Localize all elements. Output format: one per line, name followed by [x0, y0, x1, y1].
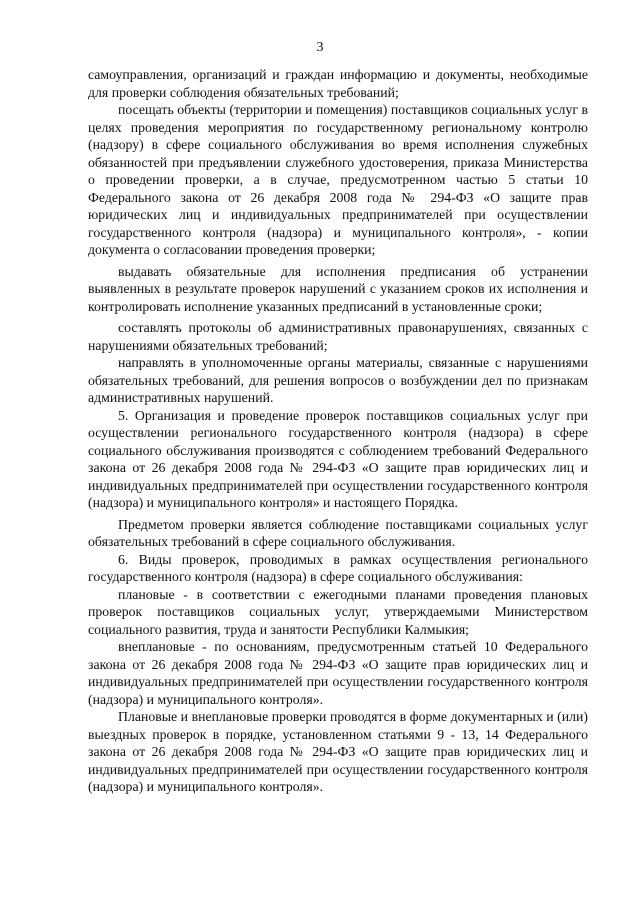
paragraph-section-5: 5. Организация и проведение проверок поставщиков социальных услуг при осуществлении регионального государственного контроля (надзора) в сфере социального обслуживания производятся с соблюдением требований Федерального закона от 26 декабря 2008 года № 294-ФЗ «О защите прав юридических лиц и индивидуальных предпринимателей при осуществлении государственного контроля (надзора) и муниципального контроля» и настоящего Порядка. [88, 407, 588, 510]
paragraph-visit-objects: посещать объекты (территории и помещения) поставщиков социальных услуг в целях проведения мероприятия по государственному региональному контролю (надзору) в сфере социального обслуживания во время исполнения служебных обязанностей при предъявлении служебного удостоверения, приказа Министерства о проведении проверки, а в случае, предусмотренном частью 5 статьи 10 Федерального закона от 26 декабря 2008 года № 294-ФЗ «О защите прав юридических лиц и индивидуальных предпринимателей при осуществлении государственного контроля (надзора) и муниципального контроля», - копии документа о согласовании проведения проверки; [88, 102, 588, 257]
paragraph-inspection-forms: Плановые и внеплановые проверки проводятся в форме документарных и (или) выездных проверок в порядке, установленном статьями 9 - 13, 14 Федерального закона от 26 декабря 2008 года № 294-ФЗ «О защите прав юридических лиц и индивидуальных предпринимателей при осуществлении государственного контроля (надзора) и муниципального контроля». [88, 709, 588, 794]
page-number: 3 [316, 40, 324, 55]
paragraph-unplanned-inspections: внеплановые - по основаниям, предусмотренным статьей 10 Федерального закона от 26 декабря 2008 года № 294-ФЗ «О защите прав юридических лиц и индивидуальных предпринимателей при осуществлении государственного контроля (надзора) и муниципального контроля». [88, 639, 588, 707]
paragraph-subject-of-inspection: Предметом проверки является соблюдение поставщиками социальных услуг обязательных требований в сфере социального обслуживания. [88, 516, 588, 549]
document-body [88, 66, 588, 796]
paragraph-planned-inspections: плановые - в соответствии с ежегодными планами проведения плановых проверок поставщиков социальных услуг, утверждаемыми Министерством социального развития, труда и занятости Республики Калмыкия; [88, 586, 588, 637]
paragraph-send-materials: направлять в уполномоченные органы материалы, связанные с нарушениями обязательных требований, для решения вопросов о возбуждении дел по признакам административных нарушений. [88, 355, 588, 405]
paragraph-section-6: 6. Виды проверок, проводимых в рамках осуществления регионального государственного контроля (надзора) в сфере социального обслуживания: [88, 551, 588, 584]
paragraph-issue-orders: выдавать обязательные для исполнения предписания об устранении выявленных в результате проверок нарушений с указанием сроков их исполнения и контролировать исполнение указанных предписаний в установленные сроки; [88, 263, 588, 314]
paragraph-continuation: самоуправления, организаций и граждан информацию и документы, необходимые для проверки соблюдения обязательных требований; [88, 67, 588, 100]
paragraph-protocols: составлять протоколы об административных правонарушениях, связанных с нарушениями обязательных требований; [88, 320, 588, 353]
